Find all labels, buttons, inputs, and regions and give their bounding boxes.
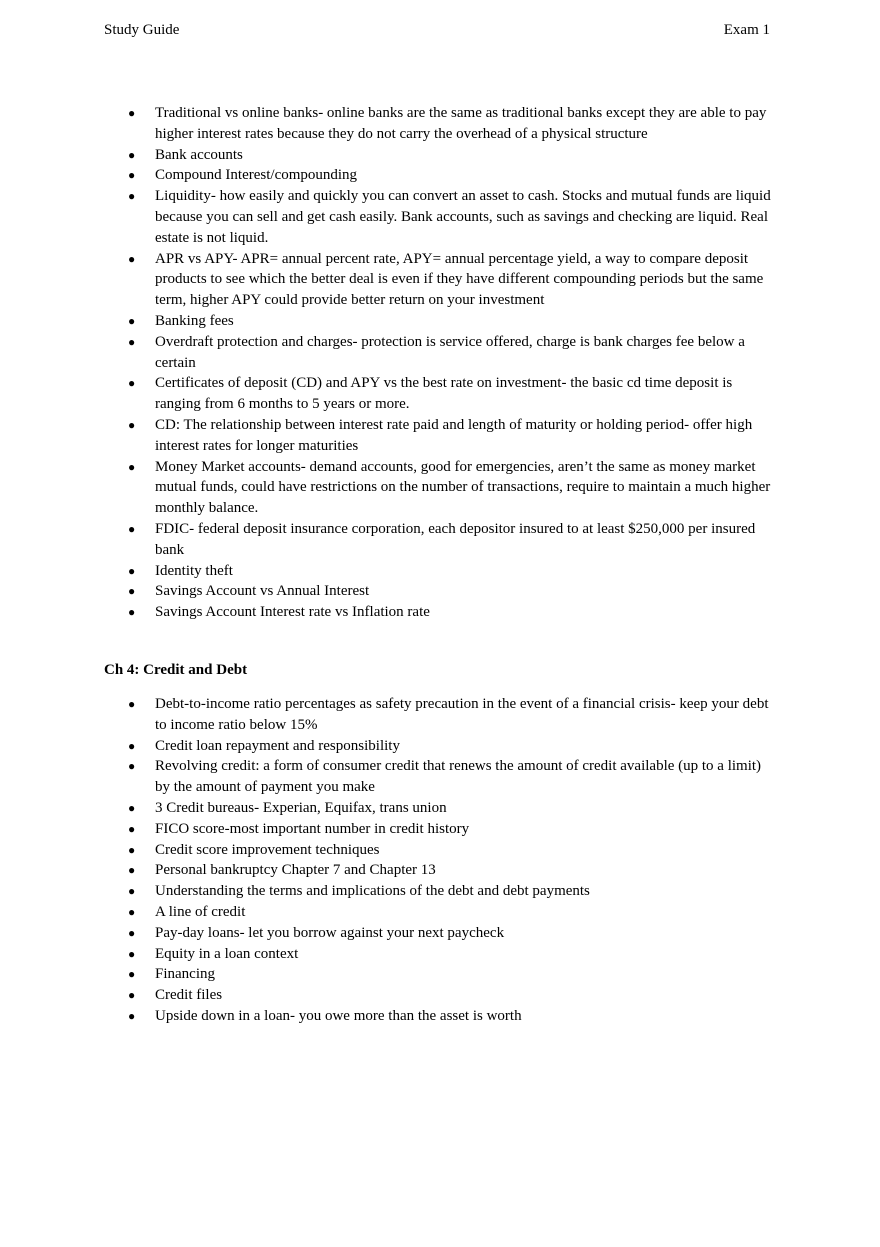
list-item-text: Pay-day loans- let you borrow against your next paycheck: [155, 924, 505, 941]
list-item-text: Upside down in a loan- you owe more than the asset is worth: [155, 1007, 522, 1024]
bullet-icon: ●: [128, 988, 136, 1003]
list-item: [104, 944, 776, 965]
list-item-text: Traditional vs online banks- online banks are the same as traditional banks except they are able to pay higher interest rates because they do not carry the overhead of a physical structure: [155, 105, 767, 142]
list-item-text: Equity in a loan context: [155, 945, 299, 962]
list-item: [104, 819, 776, 840]
list-item-text: A line of credit: [155, 903, 246, 920]
list-item: [104, 736, 776, 757]
bullet-icon: ●: [128, 904, 136, 919]
bullet-icon: ●: [128, 842, 136, 857]
bullet-icon: ●: [128, 800, 136, 815]
bullet-icon: ●: [128, 168, 136, 183]
list-item: [104, 985, 776, 1006]
bullet-icon: ●: [128, 584, 136, 599]
list-item-text: Bank accounts: [155, 146, 243, 163]
list-item-text: CD: The relationship between interest rate paid and length of maturity or holding period- offer high interest rates for longer maturities: [155, 416, 753, 454]
bullet-icon: ●: [128, 946, 136, 961]
list-item-text: Banking fees: [155, 312, 234, 329]
list-item-text: Personal bankruptcy Chapter 7 and Chapter 13: [155, 862, 436, 879]
bullet-icon: ●: [128, 459, 136, 474]
list-item-text: Savings Account Interest rate vs Inflation rate: [155, 604, 430, 621]
list-item: [104, 756, 776, 798]
list-item-text: Credit files: [155, 987, 223, 1004]
list-item-text: APR vs APY- APR= annual percent rate, APY= annual percentage yield, a way to compare deposit products to see which the better deal is even if they have different compounding periods but the same term, higher APY could provide better return on your investment: [155, 250, 764, 309]
list-item-text: Credit score improvement techniques: [155, 841, 380, 858]
list-item: [104, 311, 776, 332]
list-item: [104, 332, 776, 374]
bullet-icon: ●: [128, 376, 136, 391]
credit-topics-list: [104, 694, 776, 1027]
list-item: [104, 103, 776, 145]
list-item-text: Savings Account vs Annual Interest: [155, 583, 370, 600]
list-item-text: FDIC- federal deposit insurance corporation, each depositor insured to at least $250,000 per insured bank: [155, 520, 756, 558]
list-item: [104, 519, 776, 561]
list-item: [104, 145, 776, 166]
list-item: [104, 964, 776, 985]
bullet-icon: ●: [128, 521, 136, 536]
bullet-icon: ●: [128, 106, 136, 120]
bullet-icon: ●: [128, 313, 136, 328]
bullet-icon: ●: [128, 605, 136, 620]
bullet-icon: ●: [128, 967, 136, 982]
bullet-icon: ●: [128, 1008, 136, 1023]
list-item-text: 3 Credit bureaus- Experian, Equifax, trans union: [155, 799, 447, 816]
list-item: [104, 840, 776, 861]
bullet-icon: ●: [128, 925, 136, 940]
bullet-icon: ●: [128, 189, 136, 204]
bullet-icon: ●: [128, 147, 136, 162]
list-item-text: Understanding the terms and implications of the debt and debt payments: [155, 883, 590, 900]
list-item: [104, 902, 776, 923]
list-item: [104, 561, 776, 582]
list-item: [104, 1006, 776, 1027]
list-item: [104, 186, 776, 248]
list-item: [104, 860, 776, 881]
bullet-icon: ●: [128, 251, 136, 266]
list-item: [104, 165, 776, 186]
list-item-text: Compound Interest/compounding: [155, 167, 358, 184]
list-item: [104, 249, 776, 311]
bullet-icon: ●: [128, 863, 136, 878]
list-item-text: FICO score-most important number in credit history: [155, 820, 470, 837]
list-item: [104, 694, 776, 736]
list-item: [104, 415, 776, 457]
bullet-icon: ●: [128, 563, 136, 578]
bullet-icon: ●: [128, 759, 136, 774]
bullet-icon: ●: [128, 697, 136, 711]
list-item: [104, 373, 776, 415]
list-item: [104, 581, 776, 602]
header-title: Study Guide: [104, 22, 180, 38]
list-item: [104, 881, 776, 902]
list-item-text: Credit loan repayment and responsibility: [155, 737, 400, 754]
bullet-icon: ●: [128, 884, 136, 899]
section-heading-credit-debt: Ch 4: Credit and Debt: [104, 662, 248, 678]
bullet-icon: ●: [128, 334, 136, 349]
list-item-text: Financing: [155, 966, 215, 983]
list-item-text: Certificates of deposit (CD) and APY vs the best rate on investment- the basic cd time deposit is ranging from 6 months to 5 years or more.: [155, 375, 733, 413]
banking-topics-list: [104, 103, 776, 623]
bullet-icon: ●: [128, 821, 136, 836]
list-item-text: Identity theft: [155, 562, 233, 579]
header-exam-label: Exam 1: [723, 22, 770, 38]
bullet-icon: ●: [128, 417, 136, 432]
list-item: [104, 457, 776, 519]
list-item: [104, 923, 776, 944]
list-item-text: Liquidity- how easily and quickly you can convert an asset to cash. Stocks and mutual funds are liquid because you can sell and get cash easily. Bank accounts, such as savings and checking are liquid. Real estate is not liquid.: [155, 188, 771, 246]
bullet-icon: ●: [128, 738, 136, 753]
list-item: [104, 798, 776, 819]
list-item-text: Overdraft protection and charges- protection is service offered, charge is bank charges fee below a certain: [155, 333, 745, 371]
list-item-text: Debt-to-income ratio percentages as safety precaution in the event of a financial crisis- keep your debt to income ratio below 15%: [155, 696, 769, 733]
list-item: [104, 602, 776, 623]
list-item-text: Money Market accounts- demand accounts, good for emergencies, aren’t the same as money market mutual funds, could have restrictions on the number of transactions, require to maintain a much higher monthly balance.: [155, 458, 771, 517]
list-item-text: Revolving credit: a form of consumer credit that renews the amount of credit available (up to a limit) by the amount of payment you make: [155, 758, 762, 796]
